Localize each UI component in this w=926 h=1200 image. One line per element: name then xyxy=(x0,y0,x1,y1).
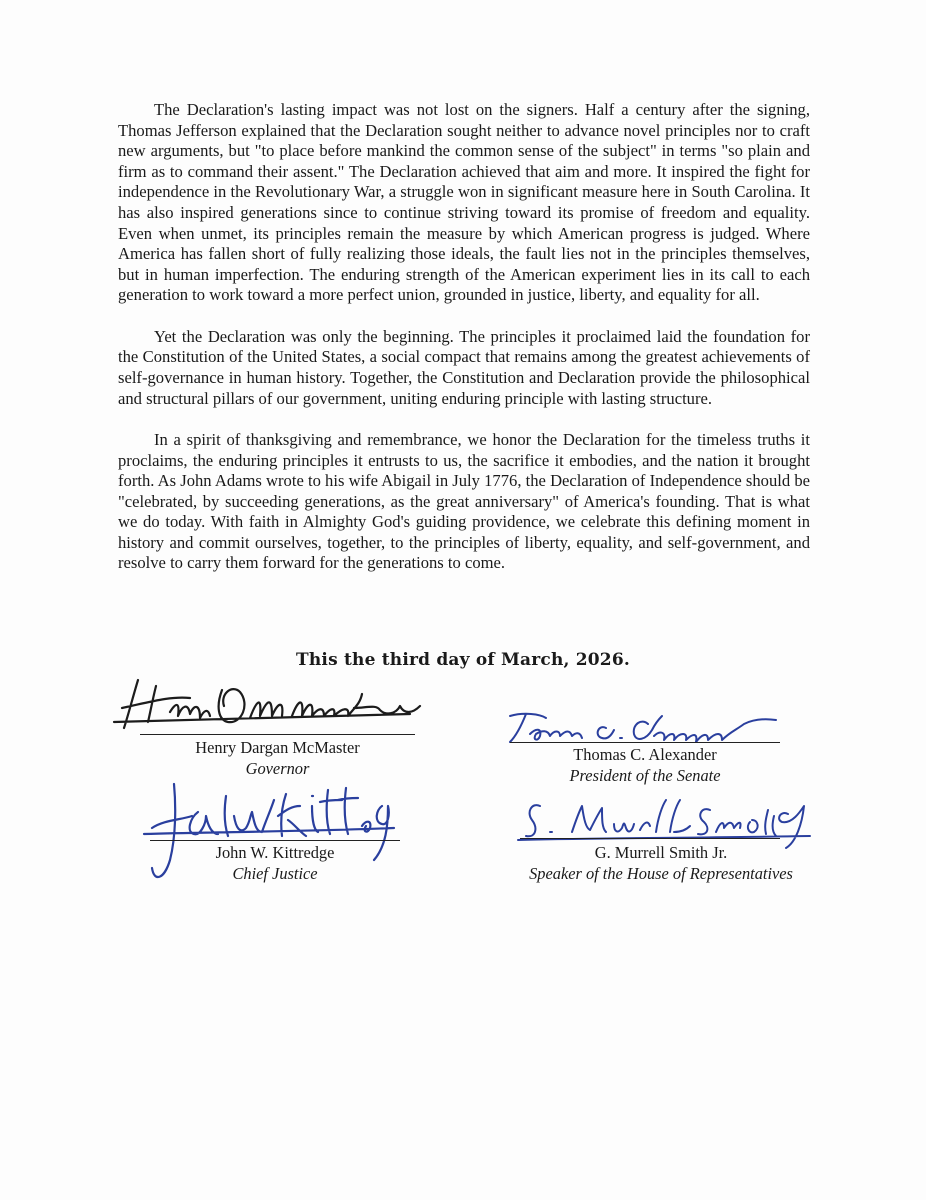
senate-name: Thomas C. Alexander xyxy=(573,745,717,764)
governor-title: Governor xyxy=(245,759,310,778)
speaker-block xyxy=(505,842,817,884)
paragraph-impact: The Declaration's lasting impact was not lost on the signers. Half a century after the signing, Thomas Jefferson explained that the Declaration sought neither to advance novel principles nor to craft new arguments, but "to place before mankind the common sense of the subject" in terms "so plain and firm as to command their assent." The Declaration achieved that aim and more. It inspired the fight for independence in the Revolutionary War, a struggle won in significant measure here in South Carolina. It has also inspired generations since to continue striving toward its promise of freedom and equality. Even when unmet, its principles remain the measure by which American progress is judged. Where America has fallen short of fully realizing those ideals, the fault lies not in the principles themselves, but in human imperfection. The enduring strength of the American experiment lies in its call to each generation to work toward a more perfect union, grounded in justice, liberty, and equality for all. xyxy=(118,100,810,305)
senate-block xyxy=(500,744,790,786)
senate-signature-line xyxy=(510,742,780,743)
document-body xyxy=(118,100,810,595)
chief-justice-title: Chief Justice xyxy=(232,864,318,883)
chief-justice-signature-line xyxy=(150,840,400,841)
speaker-name: G. Murrell Smith Jr. xyxy=(594,843,728,862)
speaker-signature-line xyxy=(520,838,780,839)
speaker-title: Speaker of the House of Representatives xyxy=(529,864,793,883)
dateline: This the third day of March, 2026. xyxy=(296,650,630,670)
governor-block xyxy=(140,737,415,779)
paragraph-remembrance: In a spirit of thanksgiving and remembrance, we honor the Declaration for the timeless truths it proclaims, the enduring principles it entrusts to us, the sacrifice it embodies, and the nation it brought forth. As John Adams wrote to his wife Abigail in July 1776, the Declaration of Independence should be "celebrated, by succeeding generations, as the great anniversary" of America's founding. That is what we do today. With faith in Almighty God's guiding providence, we celebrate this defining moment in history and commit ourselves, together, to the principles of liberty, equality, and self-government, and resolve to carry them forward for the generations to come. xyxy=(118,429,810,573)
governor-signature xyxy=(110,672,440,742)
chief-justice-name: John W. Kittredge xyxy=(215,843,335,862)
paragraph-constitution: Yet the Declaration was only the beginning. The principles it proclaimed laid the foundation for the Constitution of the United States, a social compact that remains among the greatest achievements of self-governance in human history. Together, the Constitution and Declaration provide the philosophical and structural pillars of our government, uniting enduring principle with lasting structure. xyxy=(118,326,810,408)
governor-name: Henry Dargan McMaster xyxy=(195,738,360,757)
governor-signature-line xyxy=(140,734,415,735)
senate-title: President of the Senate xyxy=(569,766,721,785)
chief-justice-block xyxy=(150,842,400,884)
